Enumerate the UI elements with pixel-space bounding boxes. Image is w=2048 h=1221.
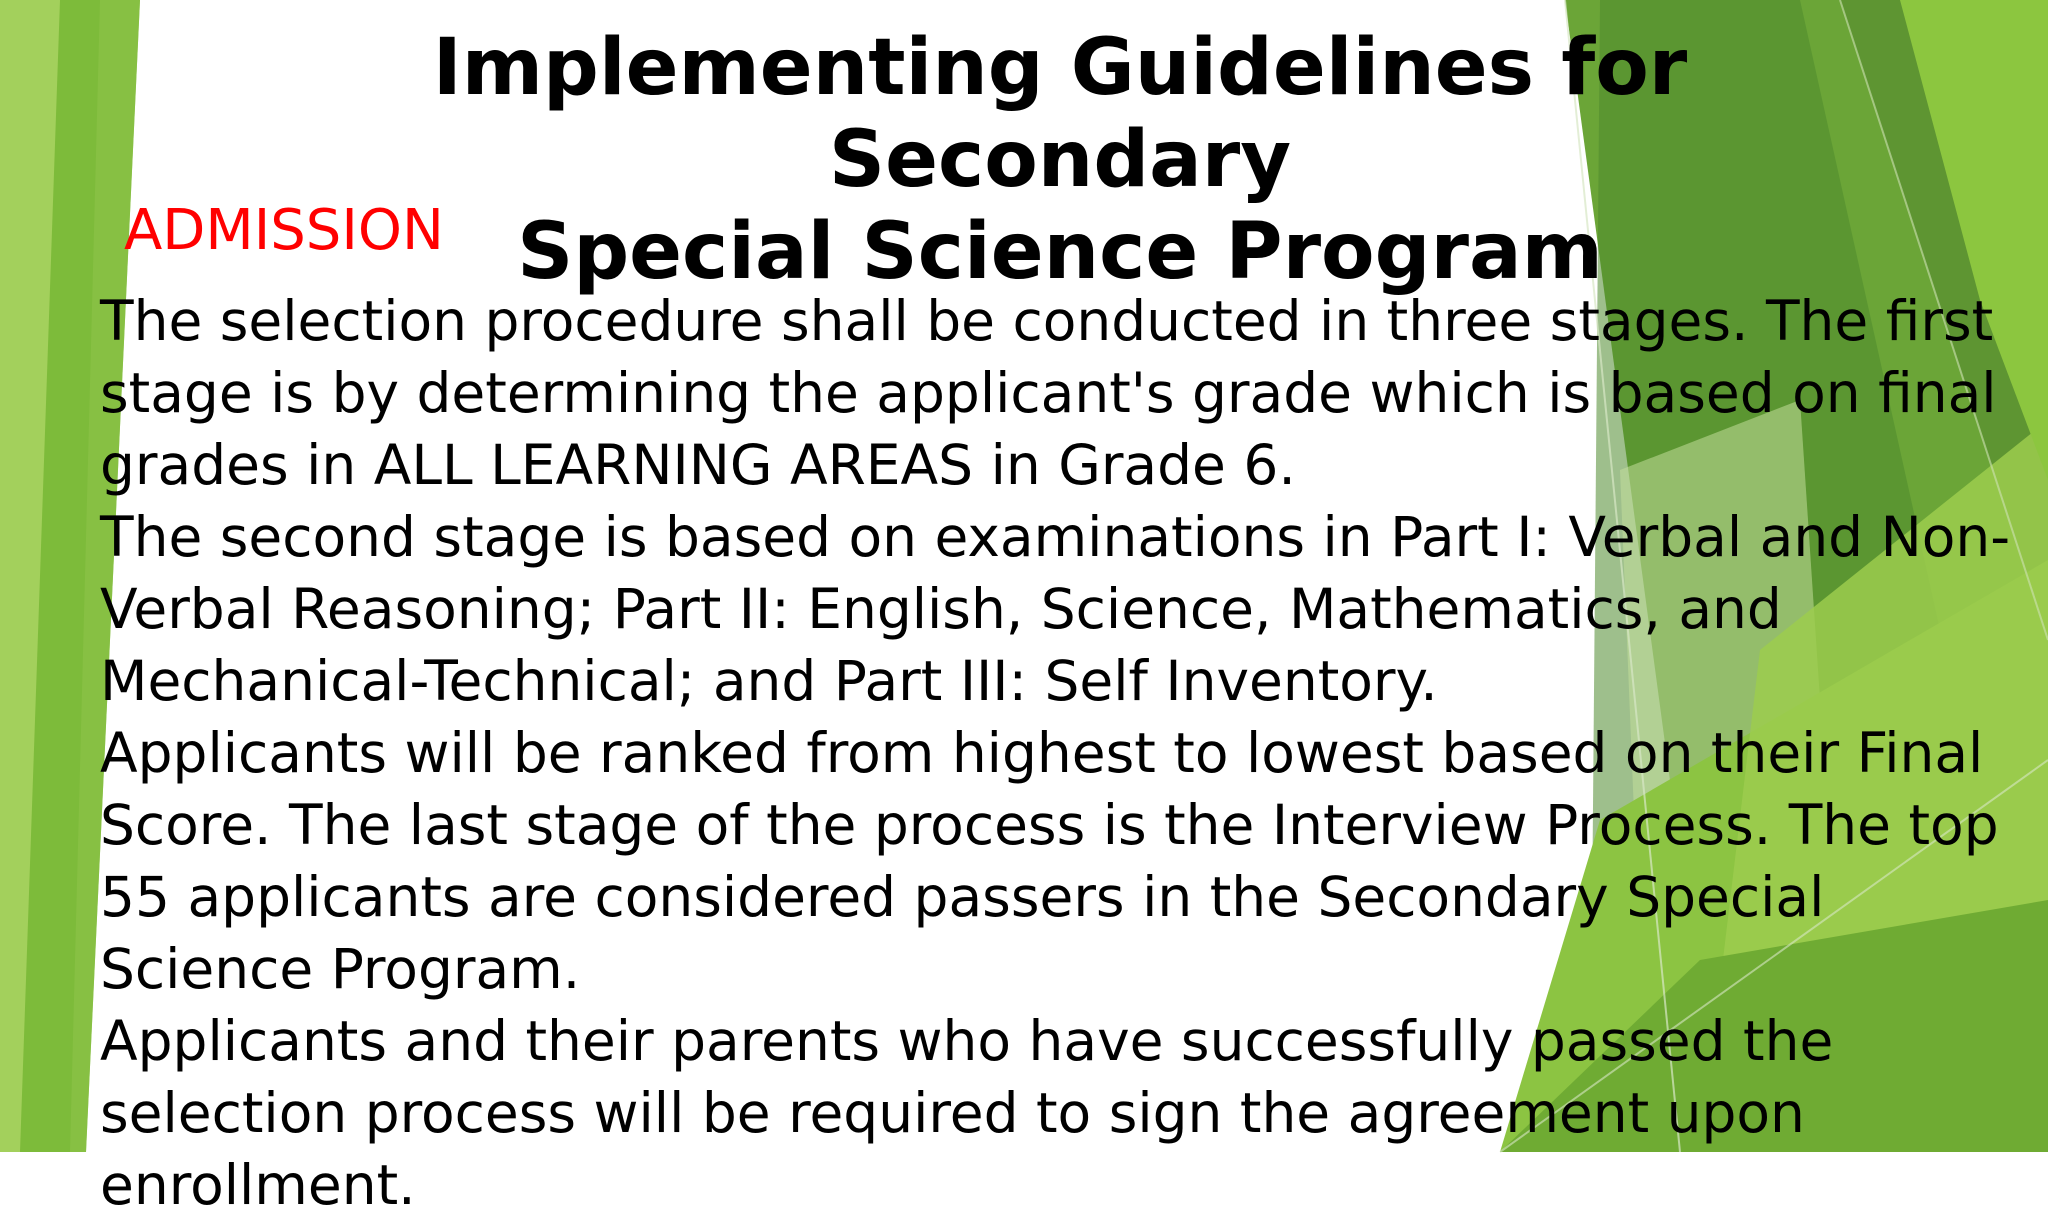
paragraph-stage-two: The second stage is based on examinations in Part I: Verbal and Non-Verbal Reasoning; Part II: English, Science, Mathematics, and Mechanical-Technical; and Part III: Self Inventory. [100, 505, 2011, 713]
slide-title-line-2: Special Science Program [517, 207, 1603, 297]
slide-title [260, 22, 1860, 298]
section-heading: ADMISSION [124, 198, 444, 263]
paragraph-ranking: Applicants will be ranked from highest to lowest based on their Final Score. The last stage of the process is the Interview Process. The top 55 applicants are considered passers in the Secondary Special Science Program. [100, 721, 1999, 1001]
paragraph-stage-one: The selection procedure shall be conducted in three stages. The first stage is by determining the applicant's grade which is based on final grades in ALL LEARNING AREAS in Grade 6. [100, 289, 1997, 497]
slide-title-line-1: Implementing Guidelines for Secondary [432, 23, 1688, 205]
body-text [100, 285, 2040, 1221]
paragraph-agreement: Applicants and their parents who have successfully passed the selection process will be required to sign the agreement upon enrollment. [100, 1009, 1834, 1217]
